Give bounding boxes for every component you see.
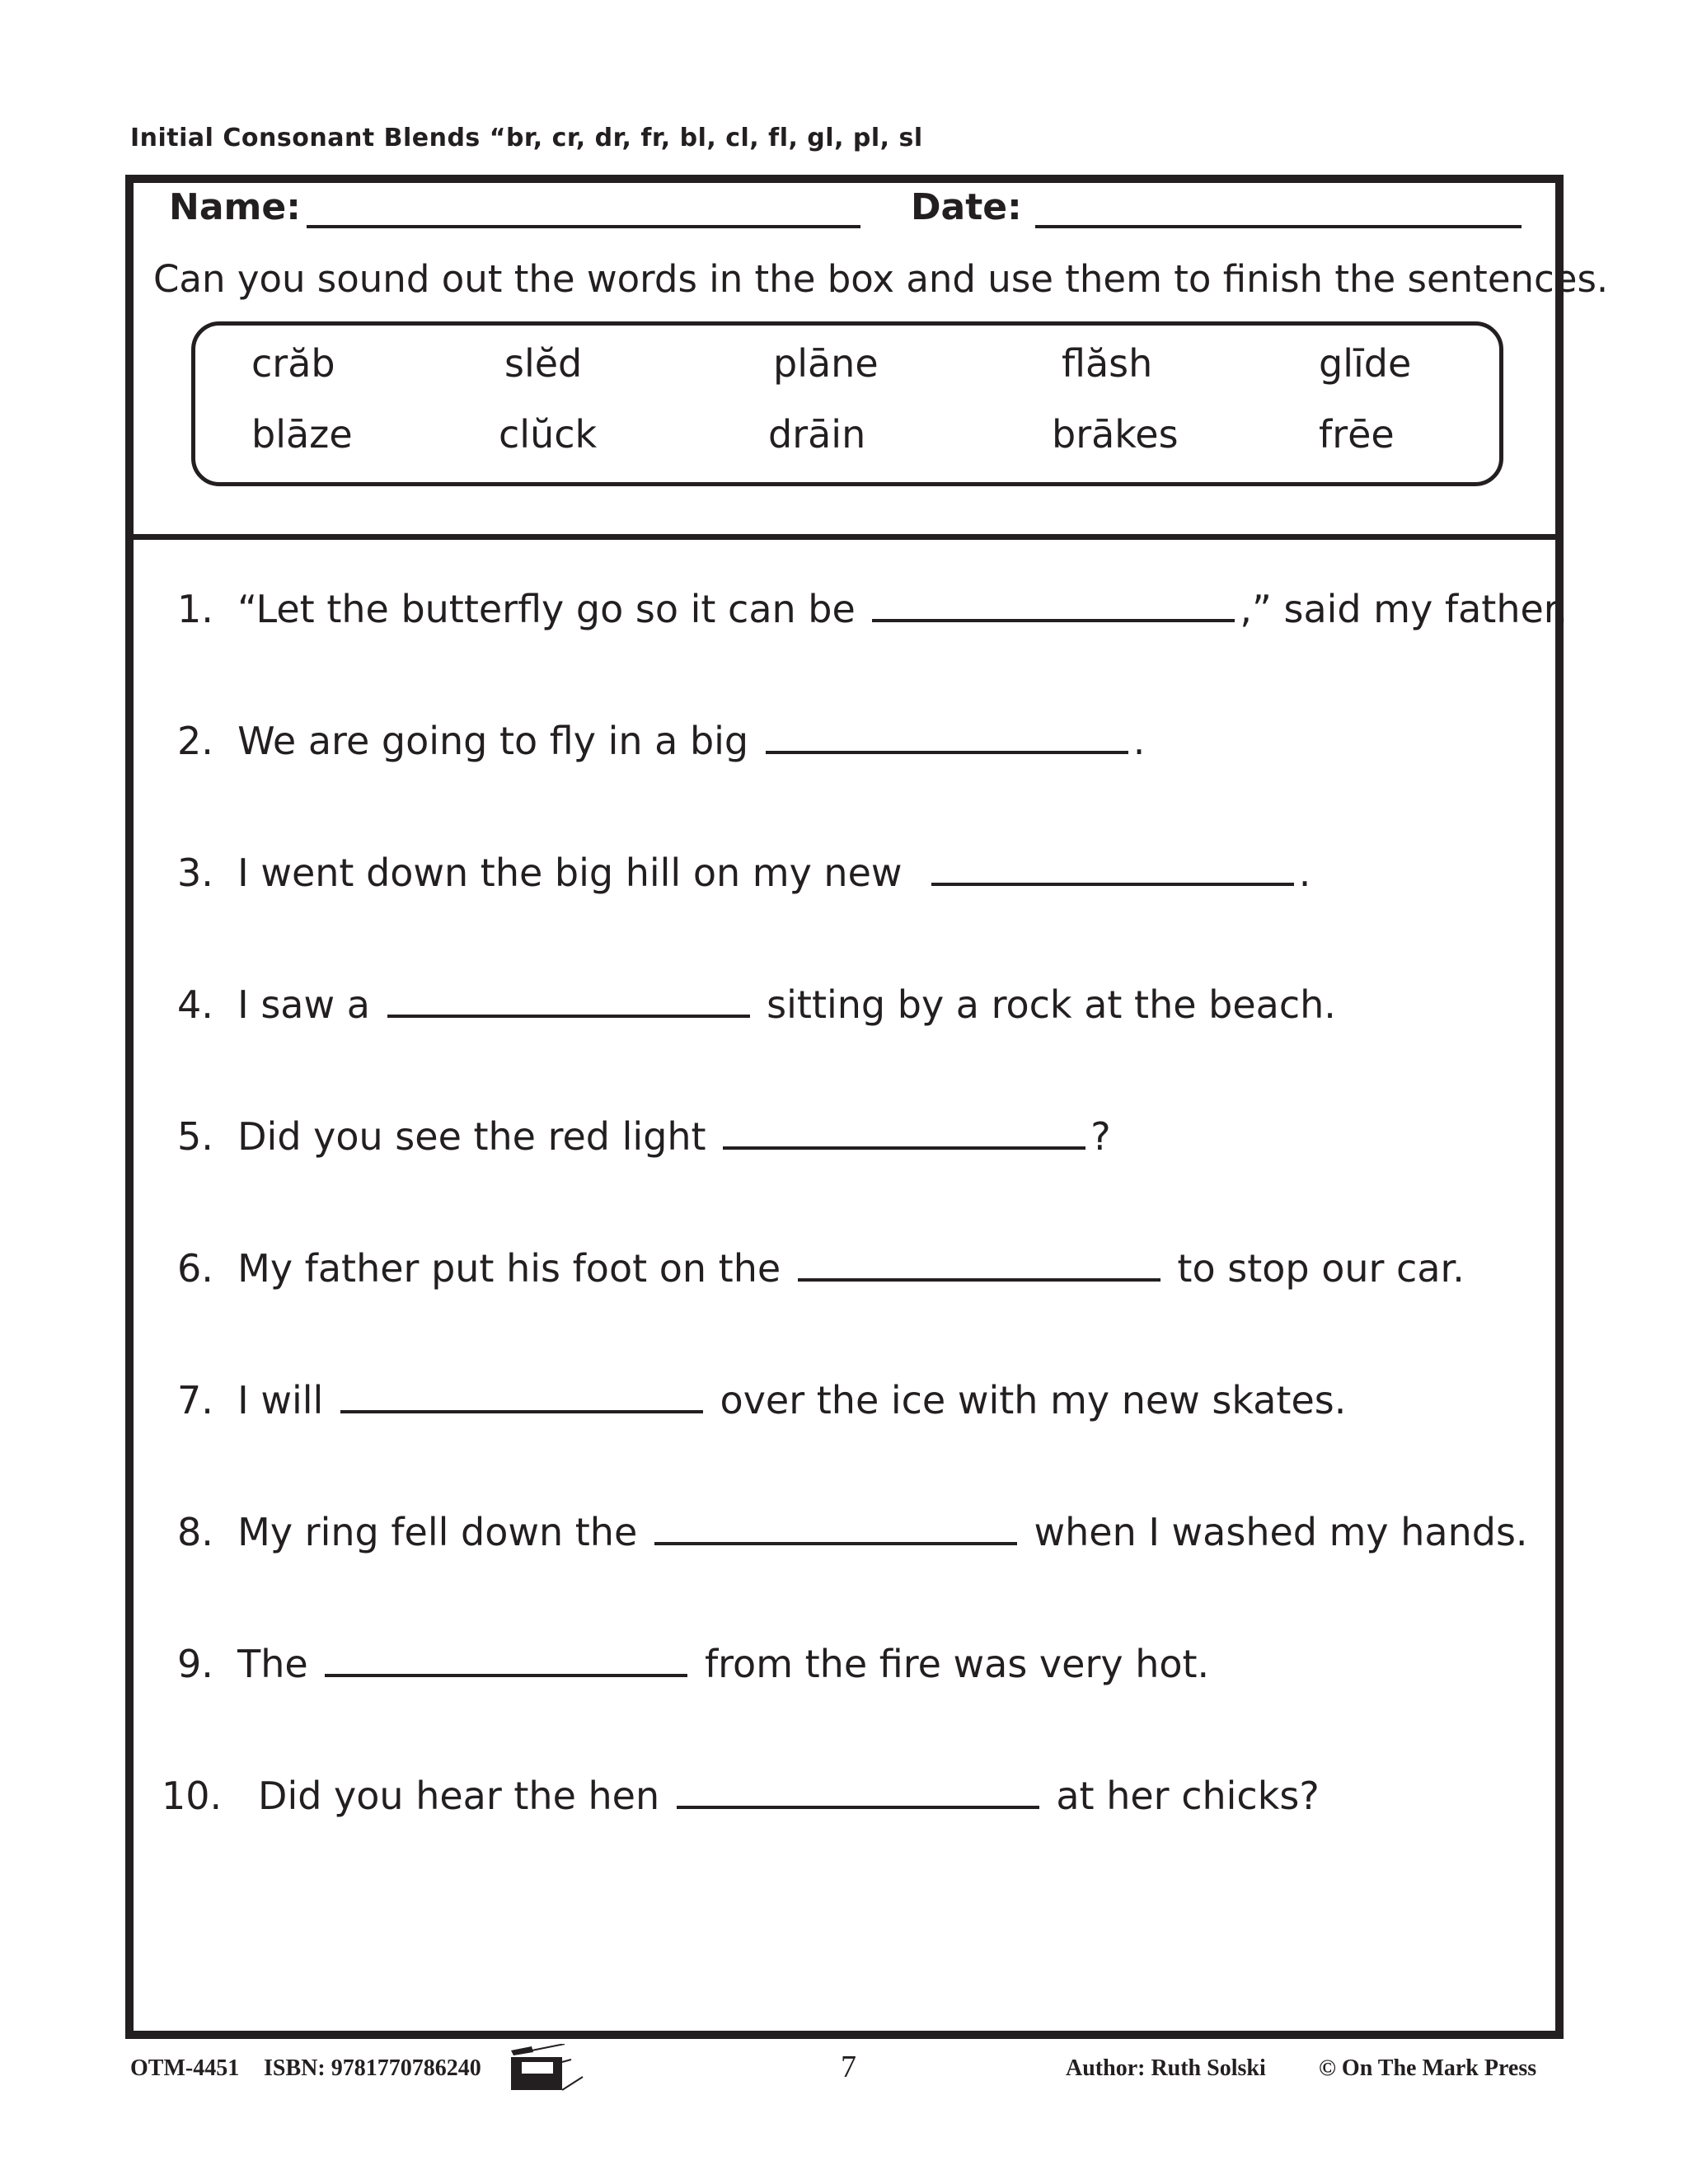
sentence-text-before: The: [237, 1642, 308, 1686]
word-bank-item: brākes: [1052, 412, 1179, 457]
sentence-2: [177, 719, 1145, 763]
answer-blank[interactable]: [723, 1146, 1085, 1150]
sentence-text-after: when I washed my hands.: [1034, 1510, 1528, 1554]
answer-blank[interactable]: [872, 619, 1235, 622]
sentence-text-after: sitting by a rock at the beach.: [767, 982, 1336, 1027]
sentence-number: 3.: [177, 851, 213, 895]
sentence-text-before: “Let the butterfly go so it can be: [237, 587, 856, 631]
date-label: Date:: [911, 186, 1022, 228]
word-bank-item: glīde: [1319, 341, 1412, 386]
page-number: 7: [841, 2050, 856, 2084]
word-bank-item: frēe: [1319, 412, 1395, 457]
sentence-text-before: We are going to fly in a big: [237, 719, 749, 763]
sentence-text-after: from the fire was very hot.: [704, 1642, 1210, 1686]
sentence-number: 7.: [177, 1378, 213, 1422]
instructions: Can you sound out the words in the box and use them to finish the sentences.: [153, 257, 1609, 301]
sentence-1: [177, 587, 1568, 631]
sentence-text-before: My father put his foot on the: [237, 1246, 781, 1291]
sentence-9: [177, 1642, 1209, 1686]
sentence-number: 2.: [177, 719, 213, 763]
word-bank-item: drāin: [768, 412, 866, 457]
answer-blank[interactable]: [340, 1410, 703, 1413]
sentence-text-after: to stop our car.: [1177, 1246, 1465, 1291]
answer-blank[interactable]: [677, 1806, 1039, 1809]
product-code: OTM-4451: [130, 2055, 240, 2081]
answer-blank[interactable]: [766, 751, 1128, 754]
word-bank-item: slĕd: [504, 341, 583, 386]
answer-blank[interactable]: [798, 1278, 1160, 1282]
sentence-text-before: I saw a: [237, 982, 370, 1027]
sentence-4: [177, 982, 1336, 1027]
sentence-text-before: My ring fell down the: [237, 1510, 638, 1554]
word-bank-item: clŭck: [499, 412, 598, 457]
isbn: ISBN: 9781770786240: [264, 2055, 481, 2081]
sentence-text-after: ?: [1090, 1114, 1111, 1159]
sentence-6: [177, 1246, 1465, 1291]
name-field[interactable]: [307, 225, 860, 228]
sentence-8: [177, 1510, 1528, 1554]
sentence-text-after: at her chicks?: [1056, 1774, 1320, 1818]
sentence-text-after: .: [1132, 719, 1146, 763]
photocopier-icon: [507, 2044, 585, 2093]
answer-blank[interactable]: [654, 1542, 1017, 1545]
answer-blank[interactable]: [387, 1015, 750, 1018]
word-bank-item: crăb: [251, 341, 335, 386]
sentence-number: 6.: [177, 1246, 213, 1291]
word-bank-item: plāne: [773, 341, 879, 386]
sentence-number: 8.: [177, 1510, 213, 1554]
sentence-5: [177, 1114, 1111, 1159]
sentence-text-before: I will: [237, 1378, 324, 1422]
sentence-number: 5.: [177, 1114, 213, 1159]
sentence-text-before: Did you see the red light: [237, 1114, 706, 1159]
sentence-10: [162, 1774, 1320, 1818]
author-credit: Author: Ruth Solski: [1066, 2055, 1266, 2081]
sentence-text-after: over the ice with my new skates.: [720, 1378, 1347, 1422]
sentence-number: 1.: [177, 587, 213, 631]
sentence-number: 4.: [177, 982, 213, 1027]
sentence-number: 9.: [177, 1642, 213, 1686]
word-bank-item: blāze: [251, 412, 353, 457]
answer-blank[interactable]: [931, 883, 1294, 886]
answer-blank[interactable]: [325, 1674, 687, 1677]
sentence-3: [177, 851, 1311, 895]
sentence-text-before: Did you hear the hen: [258, 1774, 660, 1818]
sentence-text-after: .: [1298, 851, 1311, 895]
sentence-text-before: I went down the big hill on my new: [237, 851, 903, 895]
worksheet-heading: Initial Consonant Blends “br, cr, dr, fr, bl, cl, fl, gl, pl, sl: [130, 124, 923, 152]
name-label: Name:: [169, 186, 301, 228]
section-divider: [134, 534, 1555, 540]
word-bank-item: flăsh: [1062, 341, 1153, 386]
sentence-text-after: ,” said my father.: [1240, 587, 1568, 631]
publisher-credit: © On The Mark Press: [1319, 2055, 1537, 2081]
sentence-number: 10.: [162, 1774, 223, 1818]
sentence-7: [177, 1378, 1346, 1422]
date-field[interactable]: [1035, 225, 1522, 228]
